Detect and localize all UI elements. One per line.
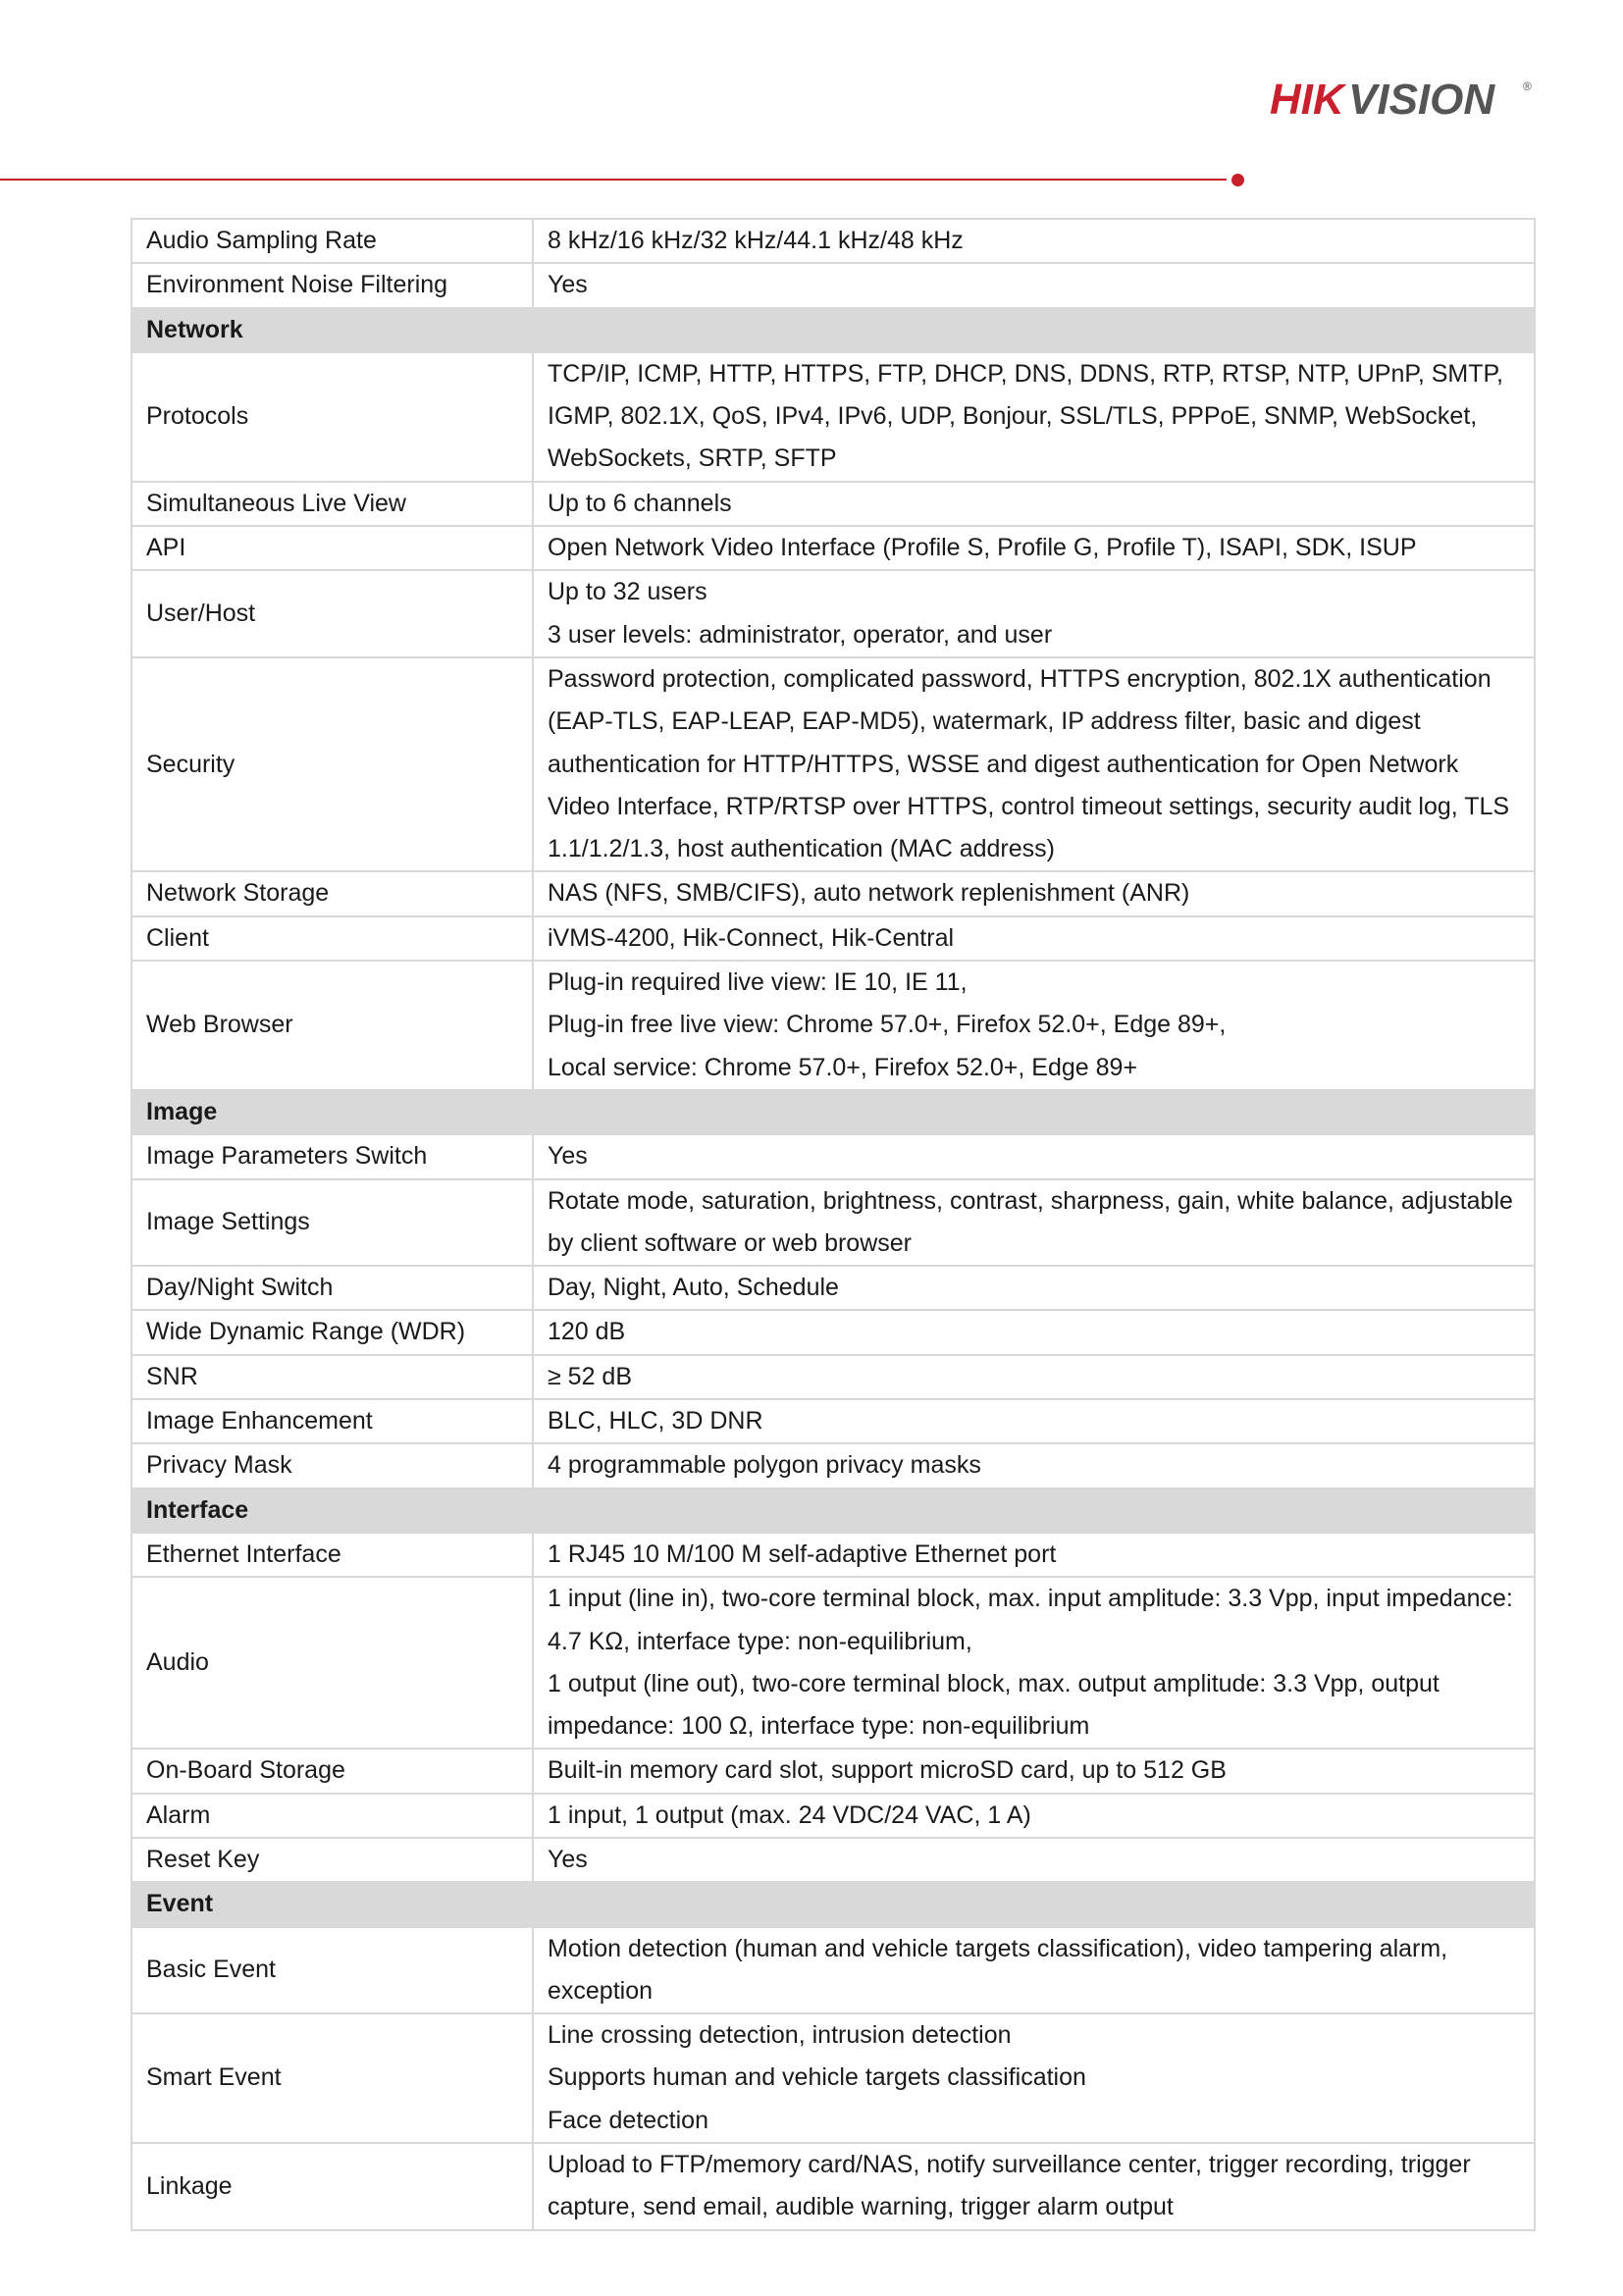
spec-row	[131, 657, 1535, 871]
spec-label: Alarm	[131, 1794, 533, 1838]
spec-value	[533, 1748, 1535, 1793]
spec-label: User/Host	[131, 570, 533, 657]
spec-row	[131, 1179, 1535, 1267]
section-title: Image	[131, 1090, 1535, 1134]
spec-value-line: 4 programmable polygon privacy masks	[548, 1451, 981, 1480]
spec-value	[533, 1577, 1535, 1748]
spec-row	[131, 482, 1535, 526]
spec-value-line: Face detection	[548, 2106, 708, 2134]
spec-value	[533, 1927, 1535, 2014]
spec-value-line: Supports human and vehicle targets classification	[548, 2063, 1086, 2092]
section-header-row	[131, 308, 1535, 352]
spec-value	[533, 1266, 1535, 1310]
spec-value-line: Yes	[548, 1845, 588, 1873]
spec-value	[533, 1355, 1535, 1399]
spec-row	[131, 961, 1535, 1090]
spec-value-line: Plug-in required live view: IE 10, IE 11,	[548, 968, 968, 997]
spec-row	[131, 2013, 1535, 2143]
spec-row	[131, 1794, 1535, 1838]
spec-value-line: Yes	[548, 1142, 588, 1171]
spec-value-line: 120 dB	[548, 1318, 626, 1346]
spec-value-line: Password protection, complicated password, HTTPS encryption, 802.1X authentication (EAP-TLS, EAP-LEAP, EAP-MD5), watermark, IP address filter, basic and digest authentication for HTTP/HTTPS, WSSE and digest authentication for Open Network Video Interface, RTP/RTSP over HTTPS, control timeout settings, security audit log, TLS 1.1/1.2/1.3, host authentication (MAC address)	[548, 664, 1510, 863]
spec-row	[131, 1748, 1535, 1793]
spec-row	[131, 526, 1535, 570]
spec-label: Linkage	[131, 2143, 533, 2230]
header-divider-dot	[1231, 174, 1244, 186]
spec-value-line: Line crossing detection, intrusion detection	[548, 2021, 1012, 2050]
section-header-row	[131, 1488, 1535, 1533]
logo-wordmark	[1270, 73, 1535, 124]
spec-label: Image Settings	[131, 1179, 533, 1267]
spec-value	[533, 871, 1535, 915]
spec-value	[533, 352, 1535, 482]
hikvision-logo	[1270, 73, 1535, 124]
spec-value-line: Upload to FTP/memory card/NAS, notify surveillance center, trigger recording, trigger capture, send email, audible warning, trigger alarm output	[548, 2151, 1471, 2221]
spec-label: Web Browser	[131, 961, 533, 1090]
spec-value-line: Up to 32 users	[548, 578, 707, 606]
header-divider	[0, 179, 1227, 181]
spec-label: Wide Dynamic Range (WDR)	[131, 1310, 533, 1354]
spec-value	[533, 570, 1535, 657]
spec-label: Image Enhancement	[131, 1399, 533, 1443]
spec-value	[533, 1443, 1535, 1487]
spec-label: Simultaneous Live View	[131, 482, 533, 526]
spec-value-line: 1 input (line in), two-core terminal block, max. input amplitude: 3.3 Vpp, input impedance: 4.7 KΩ, interface type: non-equilibrium,	[548, 1585, 1513, 1655]
spec-value	[533, 1794, 1535, 1838]
spec-value-line: Rotate mode, saturation, brightness, contrast, sharpness, gain, white balance, adjustable by client software or web browser	[548, 1186, 1513, 1257]
spec-value-line: TCP/IP, ICMP, HTTP, HTTPS, FTP, DHCP, DNS, DDNS, RTP, RTSP, NTP, UPnP, SMTP, IGMP, 802.1X, QoS, IPv4, IPv6, UDP, Bonjour, SSL/TLS, PPPoE, SNMP, WebSocket, WebSockets, SRTP, SFTP	[548, 359, 1503, 473]
spec-row	[131, 871, 1535, 915]
spec-value-line: Open Network Video Interface (Profile S, Profile G, Profile T), ISAPI, SDK, ISUP	[548, 534, 1417, 562]
spec-row	[131, 1838, 1535, 1882]
spec-value-line: Plug-in free live view: Chrome 57.0+, Firefox 52.0+, Edge 89+,	[548, 1011, 1227, 1039]
spec-value	[533, 916, 1535, 961]
spec-value-line: 3 user levels: administrator, operator, and user	[548, 620, 1053, 649]
section-title: Event	[131, 1882, 1535, 1926]
spec-label: Ethernet Interface	[131, 1533, 533, 1577]
spec-label: Environment Noise Filtering	[131, 263, 533, 307]
logo-vision-text: VISION	[1348, 76, 1495, 124]
spec-label: Audio	[131, 1577, 533, 1748]
spec-label: Network Storage	[131, 871, 533, 915]
section-header-row	[131, 1882, 1535, 1926]
spec-value-line: ≥ 52 dB	[548, 1362, 632, 1390]
spec-value	[533, 2143, 1535, 2230]
spec-label: SNR	[131, 1355, 533, 1399]
spec-value-line: Motion detection (human and vehicle targets classification), video tampering alarm, exception	[548, 1934, 1448, 2005]
spec-value	[533, 961, 1535, 1090]
spec-value-line: 1 input, 1 output (max. 24 VDC/24 VAC, 1 A)	[548, 1800, 1031, 1829]
spec-label: Audio Sampling Rate	[131, 219, 533, 263]
spec-value-line: Day, Night, Auto, Schedule	[548, 1274, 839, 1302]
spec-label: Client	[131, 916, 533, 961]
spec-label: Reset Key	[131, 1838, 533, 1882]
spec-value-line: 1 output (line out), two-core terminal block, max. output amplitude: 3.3 Vpp, output impedance: 100 Ω, interface type: non-equilibrium	[548, 1669, 1440, 1741]
spec-value-line: 1 RJ45 10 M/100 M self-adaptive Ethernet port	[548, 1539, 1057, 1568]
spec-row	[131, 570, 1535, 657]
spec-value-line: iVMS-4200, Hik-Connect, Hik-Central	[548, 923, 955, 952]
spec-value	[533, 2013, 1535, 2143]
spec-value-line: 8 kHz/16 kHz/32 kHz/44.1 kHz/48 kHz	[548, 227, 964, 254]
spec-row	[131, 1533, 1535, 1577]
spec-value	[533, 1533, 1535, 1577]
spec-row	[131, 263, 1535, 307]
spec-value	[533, 219, 1535, 263]
spec-value	[533, 1838, 1535, 1882]
logo-hik-text: HIK	[1270, 76, 1344, 124]
spec-value	[533, 1399, 1535, 1443]
spec-value	[533, 526, 1535, 570]
spec-row	[131, 1310, 1535, 1354]
spec-row	[131, 1355, 1535, 1399]
spec-label: Image Parameters Switch	[131, 1134, 533, 1178]
spec-label: API	[131, 526, 533, 570]
registered-mark-icon: ®	[1523, 79, 1532, 93]
spec-value-line: Local service: Chrome 57.0+, Firefox 52.0+, Edge 89+	[548, 1053, 1138, 1081]
spec-label: Day/Night Switch	[131, 1266, 533, 1310]
spec-label: Smart Event	[131, 2013, 533, 2143]
spec-row	[131, 916, 1535, 961]
spec-row	[131, 1443, 1535, 1487]
spec-value	[533, 1310, 1535, 1354]
spec-row	[131, 1927, 1535, 2014]
spec-row	[131, 1577, 1535, 1748]
spec-value	[533, 657, 1535, 871]
spec-value-line: BLC, HLC, 3D DNR	[548, 1407, 763, 1435]
spec-row	[131, 1266, 1535, 1310]
spec-value	[533, 1179, 1535, 1267]
spec-value-line: Yes	[548, 271, 588, 299]
spec-value	[533, 1134, 1535, 1178]
spec-row	[131, 1399, 1535, 1443]
spec-label: On-Board Storage	[131, 1748, 533, 1793]
spec-table	[131, 218, 1536, 2231]
spec-table-body	[131, 219, 1535, 2230]
spec-value-line: Built-in memory card slot, support microSD card, up to 512 GB	[548, 1756, 1227, 1785]
section-title: Network	[131, 308, 1535, 352]
spec-value	[533, 482, 1535, 526]
spec-label: Privacy Mask	[131, 1443, 533, 1487]
spec-value-line: NAS (NFS, SMB/CIFS), auto network replenishment (ANR)	[548, 879, 1190, 908]
spec-value-line: Up to 6 channels	[548, 489, 732, 517]
spec-row	[131, 1134, 1535, 1178]
spec-value	[533, 263, 1535, 307]
spec-label: Security	[131, 657, 533, 871]
section-title: Interface	[131, 1488, 1535, 1533]
spec-label: Protocols	[131, 352, 533, 482]
spec-label: Basic Event	[131, 1927, 533, 2014]
spec-row	[131, 352, 1535, 482]
section-header-row	[131, 1090, 1535, 1134]
spec-row	[131, 219, 1535, 263]
spec-row	[131, 2143, 1535, 2230]
